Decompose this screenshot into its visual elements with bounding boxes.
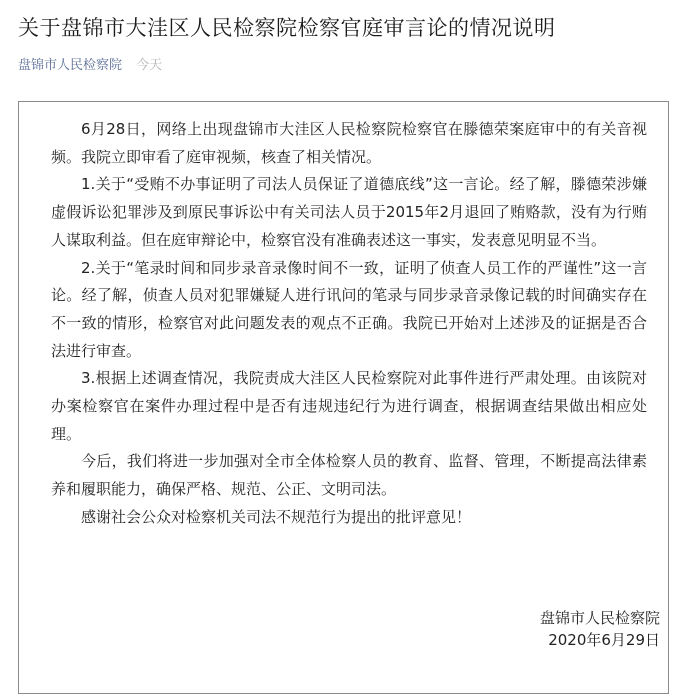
article-date: 今天: [136, 58, 163, 73]
article-source-link[interactable]: 盘锦市人民检察院: [18, 58, 123, 73]
signature-block: [540, 607, 660, 651]
paragraph-point-3: 3.根据上述调查情况，我院责成大洼区人民检察院对此事件进行严肃处理。由该院对办案检察官在案件办理过程中是否有违规违纪行为进行调查，根据调查结果做出相应处理。: [51, 369, 647, 443]
statement-image: [18, 101, 669, 694]
paragraph-thanks: 感谢社会公众对检察机关司法不规范行为提出的批评意见！: [81, 507, 472, 526]
paragraph-intro: 6月28日，网络上出现盘锦市大洼区人民检察院检察官在滕德荣案庭审中的有关音视频。我院立即审看了庭审视频，核查了相关情况。: [51, 120, 647, 166]
paragraph-point-2: 2.关于“笔录时间和同步录音录像时间不一致，证明了侦查人员工作的严谨性”这一言论。经了解，侦查人员对犯罪嫌疑人进行讯问的笔录与同步录音录像记载的时间确实存在不一致的情形，检察官对此问题发表的观点不正确。我院已开始对上述涉及的证据是否合法进行审查。: [51, 258, 647, 360]
article-meta: [18, 54, 162, 73]
signature-org: 盘锦市人民检察院: [539, 609, 660, 627]
statement-body: [51, 116, 647, 532]
signature-date: 2020年6月29日: [548, 631, 660, 649]
paragraph-point-1: 1.关于“受贿不办事证明了司法人员保证了道德底线”这一言论。经了解，滕德荣涉嫌虚假诉讼犯罪涉及到原民事诉讼中有关司法人员于2015年2月退回了贿赂款，没有为行贿人谋取利益。但在庭审辩论中，检察官没有准确表述这一事实，发表意见明显不当。: [51, 175, 647, 249]
paragraph-future: 今后，我们将进一步加强对全市全体检察人员的教育、监督、管理，不断提高法律素养和履职能力，确保严格、规范、公正、文明司法。: [51, 452, 647, 499]
article-title: 关于盘锦市大洼区人民检察院检察官庭审言论的情况说明: [18, 16, 556, 40]
